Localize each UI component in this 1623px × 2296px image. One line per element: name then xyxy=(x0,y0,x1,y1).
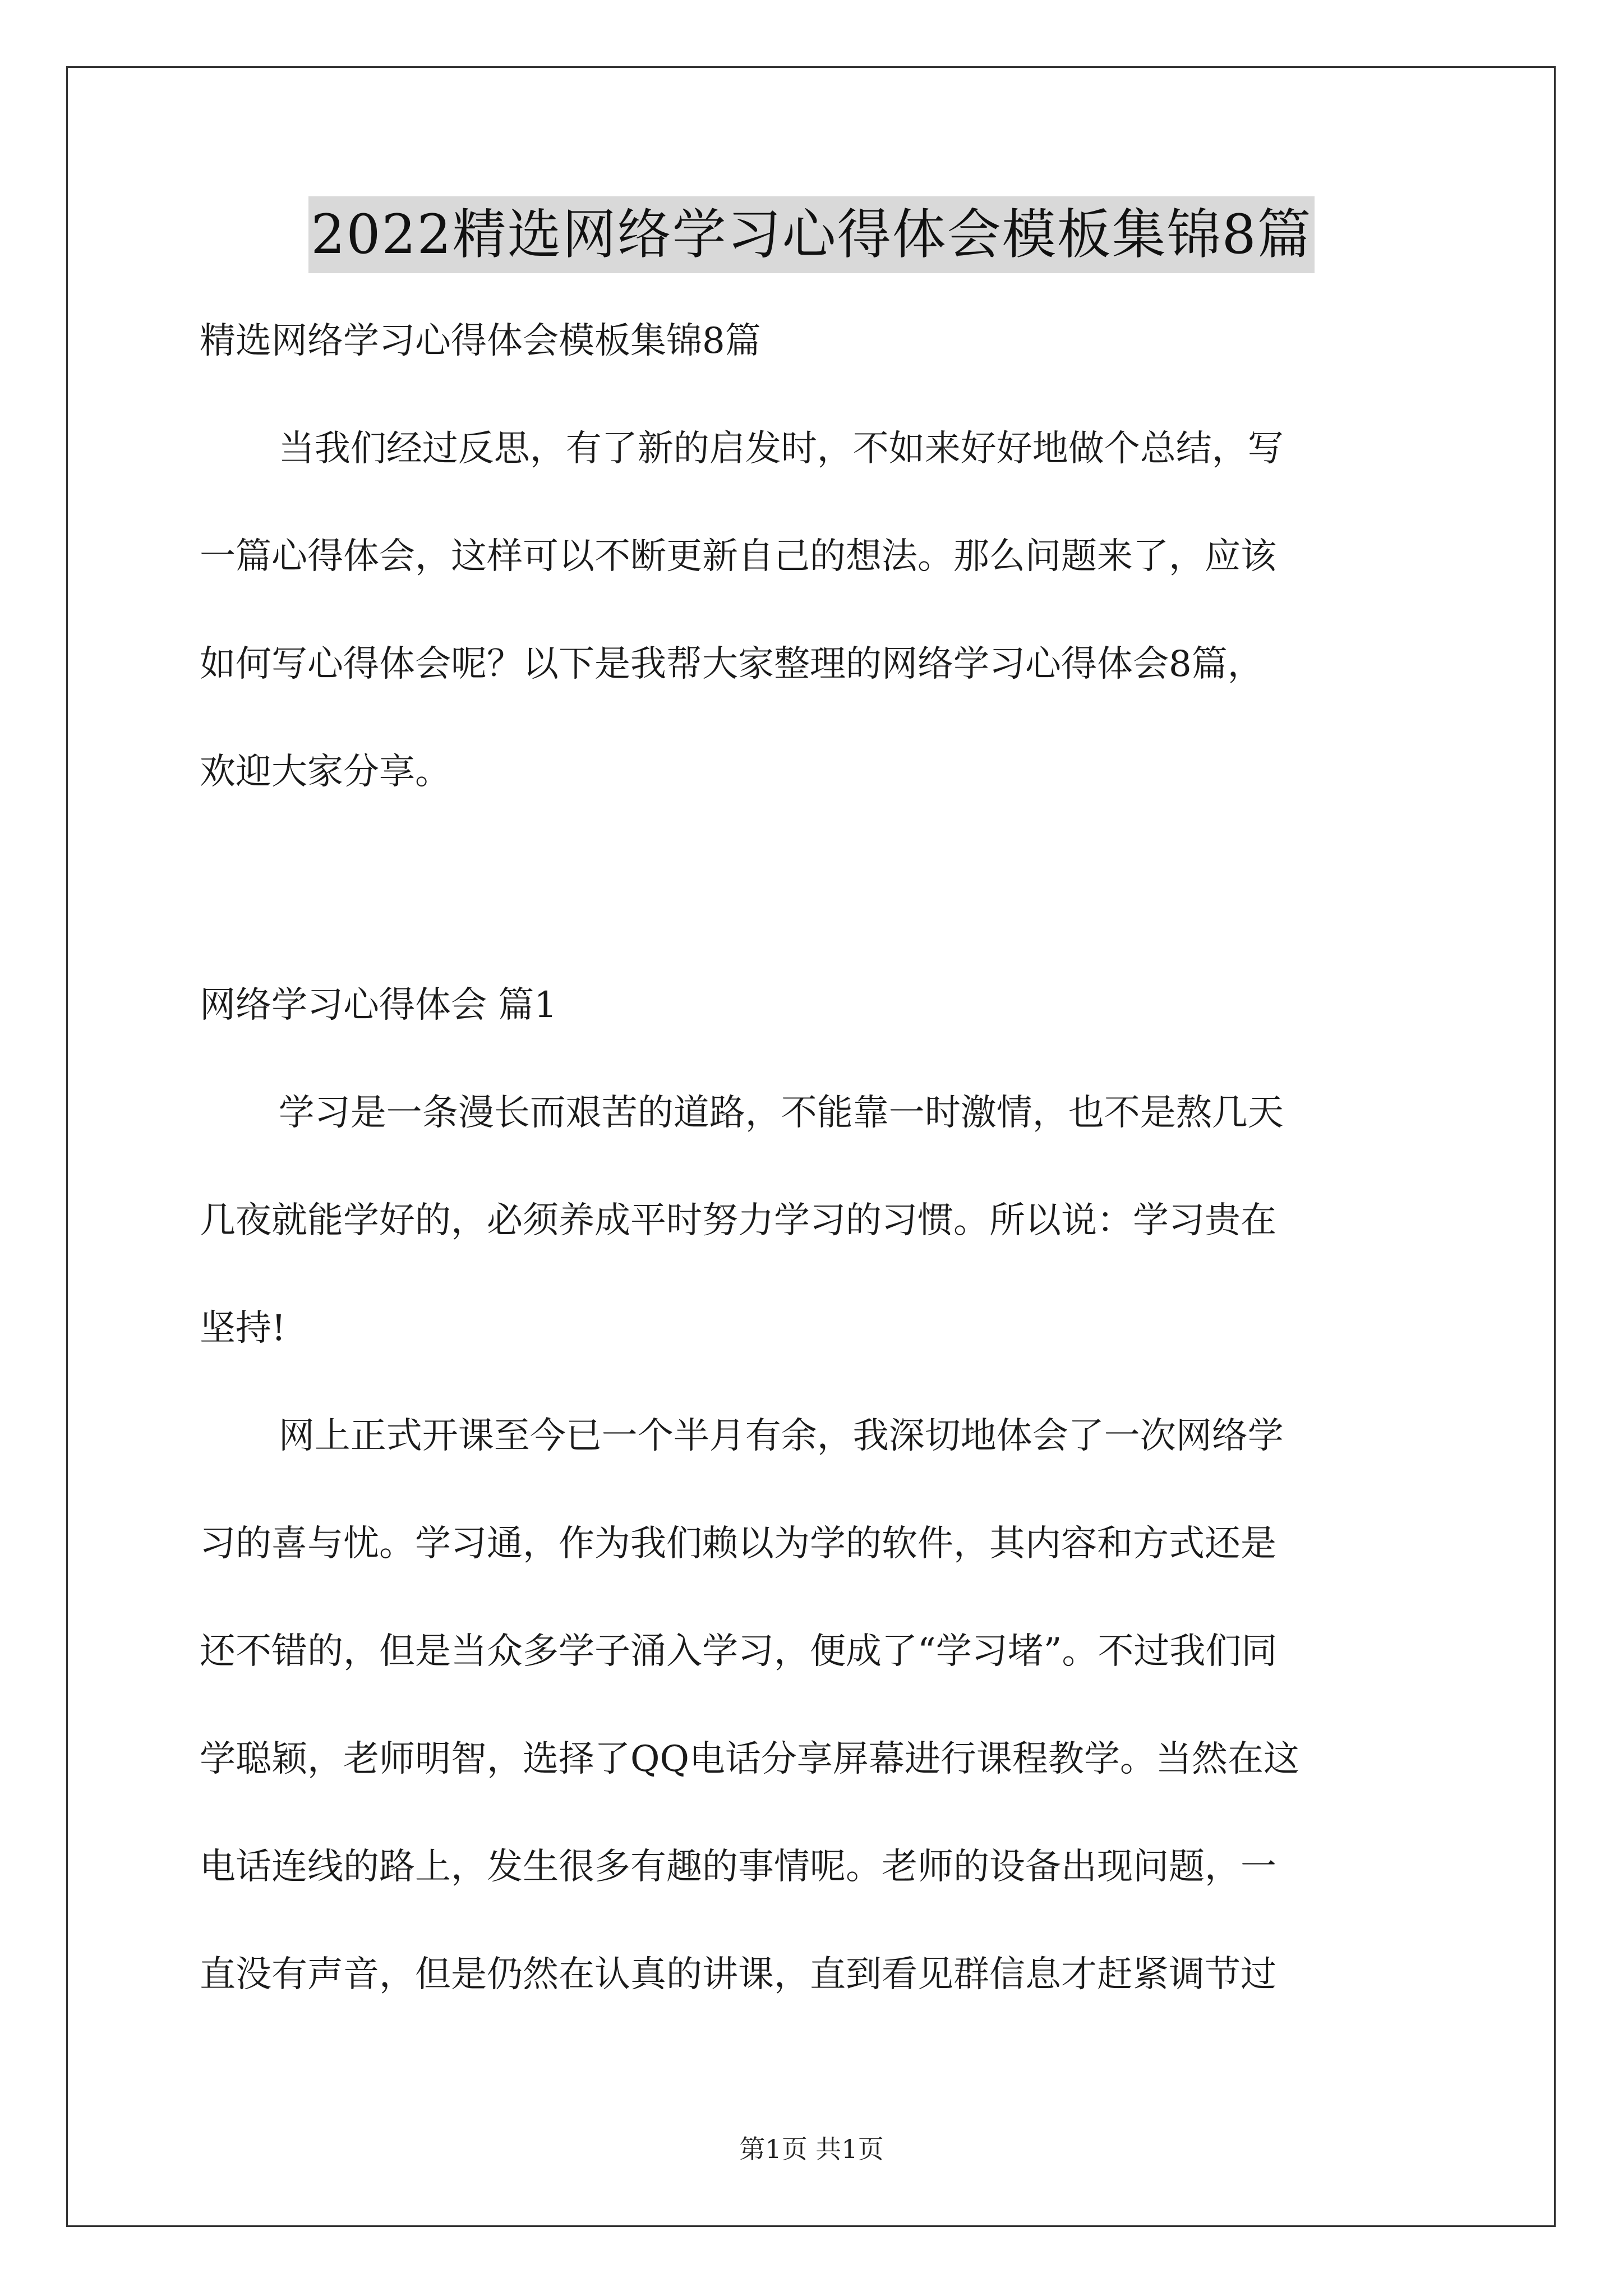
body-line: 直没有声音，但是仍然在认真的讲课，直到看见群信息才赶紧调节过 xyxy=(200,1954,1276,1995)
title-container xyxy=(0,196,1623,273)
intro-line: 欢迎大家分享。 xyxy=(200,751,451,793)
body-line: 习的喜与忧。学习通，作为我们赖以为学的软件，其内容和方式还是 xyxy=(200,1523,1276,1565)
page-footer: 第1页 共1页 xyxy=(739,2134,884,2164)
body-line: 电话连线的路上，发生很多有趣的事情呢。老师的设备出现问题，一 xyxy=(200,1846,1276,1888)
intro-line: 当我们经过反思，有了新的启发时，不如来好好地做个总结，写 xyxy=(278,428,1284,470)
body-line: 坚持! xyxy=(200,1308,286,1349)
body-line: 网上正式开课至今已一个半月有余，我深切地体会了一次网络学 xyxy=(278,1415,1284,1457)
body-paragraph-2 xyxy=(200,1409,1428,2001)
document-body xyxy=(200,314,1428,2001)
body-line: 几夜就能学好的，必须养成平时努力学习的习惯。所以说：学习贵在 xyxy=(200,1200,1276,1241)
body-line: 还不错的，但是当众多学子涌入学习，便成了“学习堵”。不过我们同 xyxy=(200,1631,1278,1672)
body-line: 学聪颖，老师明智，选择了QQ电话分享屏幕进行课程教学。当然在这 xyxy=(200,1738,1299,1780)
intro-line: 如何写心得体会呢？以下是我帮大家整理的网络学习心得体会8篇， xyxy=(200,643,1264,685)
document-subtitle: 精选网络学习心得体会模板集锦8篇 xyxy=(200,320,761,362)
body-paragraph-1 xyxy=(200,1086,1428,1355)
section-heading: 网络学习心得体会 篇1 xyxy=(200,984,557,1026)
body-line: 学习是一条漫长而艰苦的道路，不能靠一时激情，也不是熬几天 xyxy=(278,1092,1284,1134)
document-title: 2022精选网络学习心得体会模板集锦8篇 xyxy=(308,196,1314,273)
intro-line: 一篇心得体会，这样可以不断更新自己的想法。那么问题来了，应该 xyxy=(200,536,1276,577)
intro-paragraph xyxy=(200,422,1428,799)
